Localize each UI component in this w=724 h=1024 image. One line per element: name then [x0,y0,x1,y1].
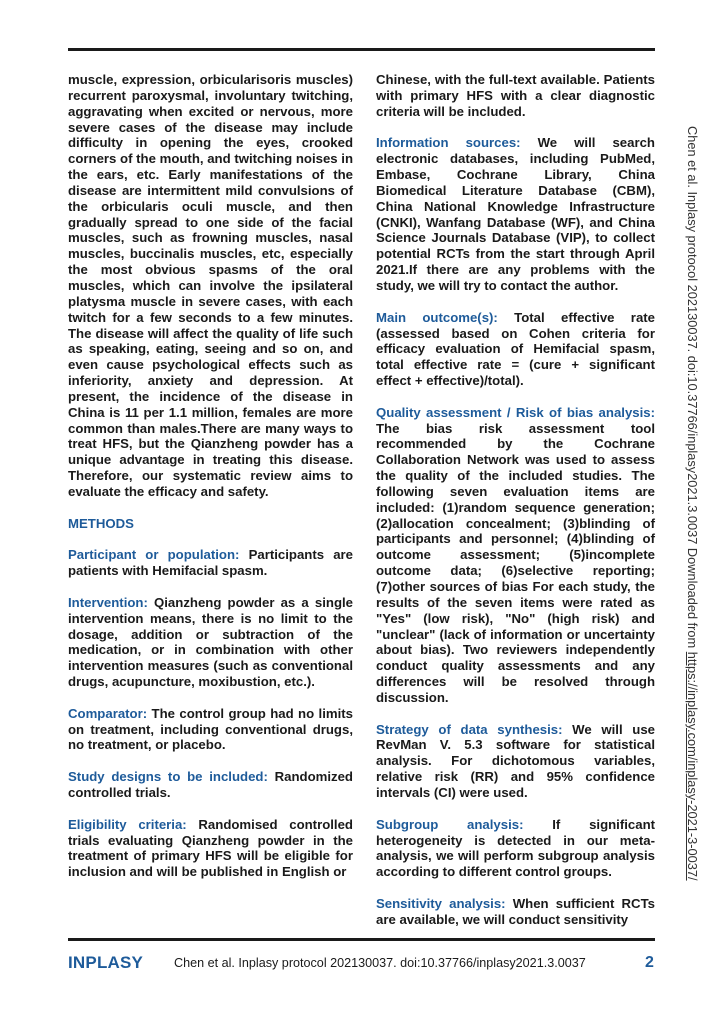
section-text: Total effective rate (assessed based on Cohen criteria for efficacy evaluation of Hemifacial spasm, total effective rate = (cure + significant effect + effective)/total). [376,309,655,389]
section-label: Subgroup analysis: [376,816,524,832]
eligibility-continued: Chinese, with the full-text available. Patients with primary HFS with a clear diagnostic criteria will be included. [376,72,655,119]
section-eligibility [68,817,353,880]
download-link[interactable]: https://inplasy.com/inplasy-2021-3-0037/ [685,651,700,881]
section-text: The control group had no limits on treatment, including conventional drugs, no treatment, or placebo. [68,705,353,753]
section-label: Study designs to be included: [68,769,268,785]
section-sensitivity-analysis [376,896,655,928]
section-label: Participant or population: [68,547,240,563]
section-text: The bias risk assessment tool recommended by the Cochrane Collaboration Network was used to assess the quality of the included studies. The following seven evaluation items are included: (1)random sequence generation; (2)allocation concealment; (3)blinding of participants and personnel; (4)blinding of outcome assessment; (5)incomplete outcome data; (6)selective reporting; (7)other sources of bias For each study, the results of the seven items were rated as "Yes" (low risk), "No" (high risk) and "unclear" (lack of information or uncertainty about bias). Two reviewers independently conduct quality assessments and any differences will be resolved through discussion. [376,420,655,705]
section-text: Randomised controlled trials evaluating Qianzheng powder in the treatment of primary HFS will be eligible for inclusion and will be published in English or [68,816,353,880]
section-participants [68,547,353,579]
section-label: Strategy of data synthesis: [376,721,563,737]
section-label: Eligibility criteria: [68,816,187,832]
section-label: Main outcome(s): [376,309,498,325]
section-text: Participants are patients with Hemifacial spasm. [68,547,353,579]
intro-paragraph: muscle, expression, orbicularisoris muscles) recurrent paroxysmal, involuntary twitching, aggravating when excited or nervous, more severe cases of the disease may include difficulty in opening the eyes, crooked corners of the mouth, and twitching noises in the ears, etc. Early manifestations of the disease are intermittent mild convulsions of the orbicularis oculi muscle, and then gradually spread to one side of the facial muscles, such as frowning muscles, nasal muscles, buccinalis muscles, etc, especially the most obvious spasms of the oral muscles, which can involve the ipsilateral platysma muscle in severe cases, with each twitch for a few seconds to a few minutes. The disease will affect the quality of life such as speaking, eating, seeing and so on, and even cause psychological effects such as inferiority, anxiety and depression. At present, the incidence of the disease in China is 11 per 1.1 million, females are more common than males.There are many ways to treat HFS, but the Qianzheng powder has a unique advantage in treating this disease. Therefore, our systematic review aims to evaluate the efficacy and safety. [68,72,354,499]
section-label: Sensitivity analysis: [376,895,506,911]
section-information-sources [376,135,655,293]
section-main-outcomes [376,310,655,389]
methods-heading: METHODS [68,515,134,531]
footer-brand-logo: INPLASY [68,953,144,972]
section-label: Intervention: [68,594,148,610]
section-label: Quality assessment / Risk of bias analysis: [376,404,655,420]
section-text: Qianzheng powder as a single intervention means, there is no limit to the dosage, addition or subtraction of the medication, or in combination with other intervention measures (such as conventional drugs, acupuncture, moxibustion, etc.). [68,594,353,690]
side-note-text: Chen et al. Inplasy protocol 202130037. doi:10.37766/inplasy2021.3.0037 Downloaded from [685,126,700,652]
section-text: We will use RevMan V. 5.3 software for statistical analysis. For dichotomous variables, relative risk (RR) and 95% confidence intervals (CI) were used. [376,721,655,800]
section-study-designs [68,769,353,801]
page-number: 2 [645,954,654,971]
section-text: When sufficient RCTs are available, we will conduct sensitivity [376,895,655,927]
section-subgroup-analysis [376,817,655,880]
side-download-note [685,126,700,881]
section-label: Comparator: [68,705,148,721]
section-text: Randomized controlled trials. [68,769,353,800]
section-quality-assessment [376,405,655,706]
right-column [376,72,655,943]
left-column [68,72,353,896]
section-data-synthesis [376,722,655,801]
section-label: Information sources: [376,135,521,151]
header-rule [68,48,655,51]
section-intervention [68,595,353,690]
footer-citation: Chen et al. Inplasy protocol 202130037. doi:10.37766/inplasy2021.3.0037 [174,956,586,970]
section-text: If significant heterogeneity is detected in our meta-analysis, we will perform subgroup analysis according to different control groups. [376,816,656,880]
section-comparator [68,706,353,754]
section-text: We will search electronic databases, including PubMed, Embase, Cochrane Library, China Biomedical Literature Database (CBM), China National Knowledge Infrastructure (CNKI), Wanfang Database (WF), and China Science Journals Database (VIP), to collect potential RCTs from the start through April 2021.If there are any problems with the study, we will try to contact the author. [376,135,655,293]
footer-rule [68,938,655,941]
